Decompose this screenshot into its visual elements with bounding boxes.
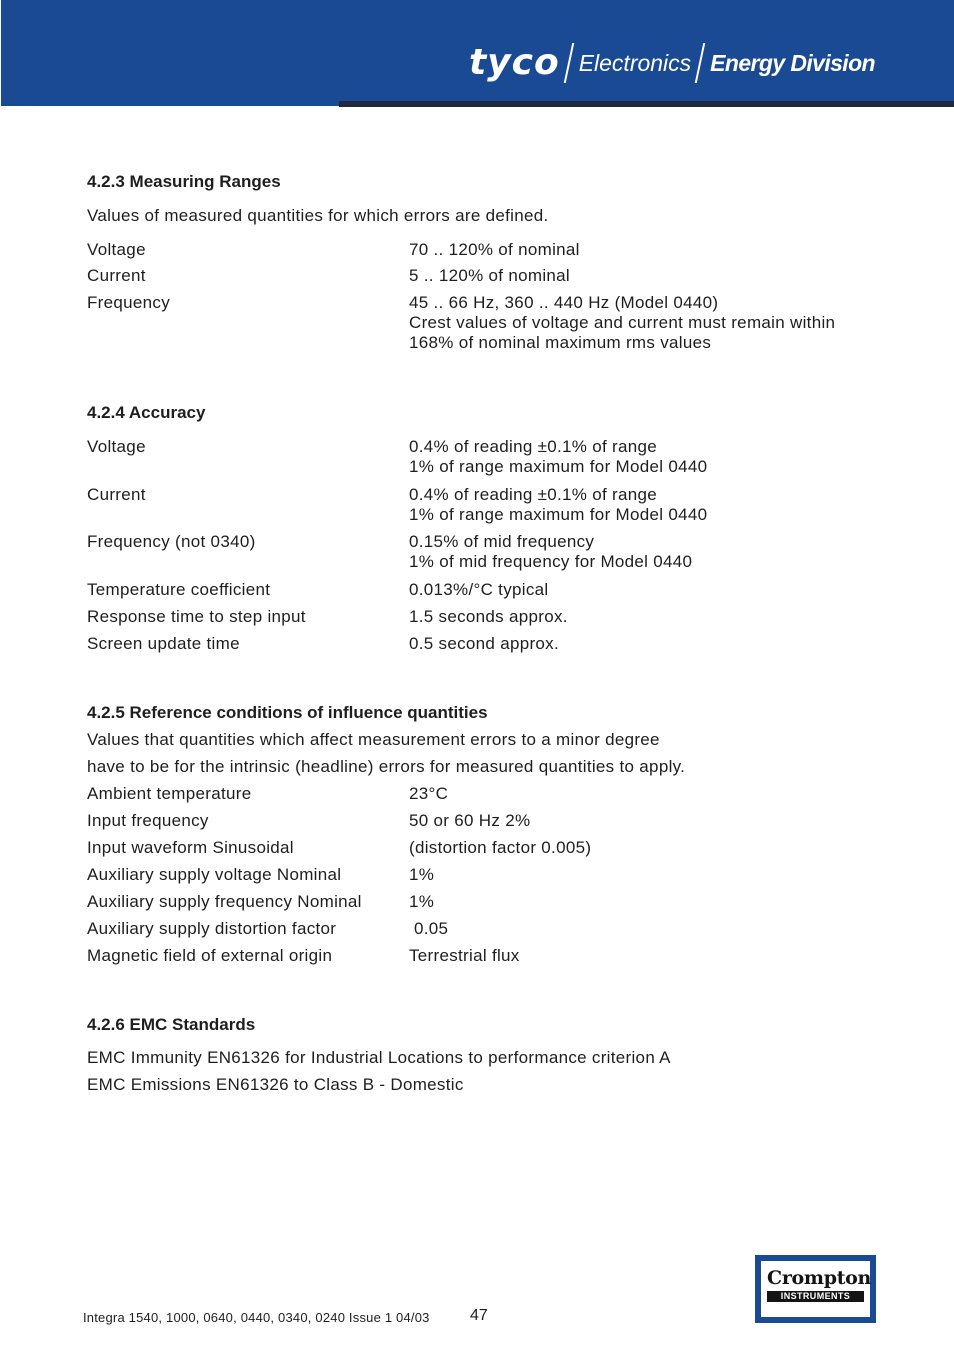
spec-value: 1.5 seconds approx.	[409, 607, 568, 626]
page-number: 47	[470, 1307, 488, 1324]
brand-separator	[695, 43, 706, 83]
spec-label: Frequency	[87, 293, 171, 312]
spec-label: Input waveform Sinusoidal	[87, 838, 294, 857]
spec-value: (distortion factor 0.005)	[409, 838, 592, 857]
brand-division: Energy Division	[710, 49, 875, 76]
spec-value: 70 .. 120% of nominal	[409, 240, 580, 259]
section-heading-measuring-ranges: 4.2.3 Measuring Ranges	[87, 172, 281, 191]
spec-label: Voltage	[87, 437, 146, 456]
spec-value: 0.013%/°C typical	[409, 580, 549, 599]
brand-logo	[469, 40, 875, 86]
section-intro: Values that quantities which affect measurement errors to a minor degree	[87, 730, 660, 749]
spec-label: Ambient temperature	[87, 784, 252, 803]
spec-value: 0.05	[414, 919, 449, 938]
emc-line: EMC Immunity EN61326 for Industrial Locations to performance criterion A	[87, 1048, 671, 1067]
brand-electronics: Electronics	[578, 49, 692, 76]
spec-value: 45 .. 66 Hz, 360 .. 440 Hz (Model 0440) Crest values of voltage and current must remain within 168% of nominal maximum rms values	[409, 293, 836, 352]
section-intro: Values of measured quantities for which errors are defined.	[87, 206, 549, 225]
section-intro: have to be for the intrinsic (headline) errors for measured quantities to apply.	[87, 757, 686, 776]
crompton-logo-panel	[761, 1261, 870, 1317]
spec-label: Magnetic field of external origin	[87, 946, 333, 965]
crompton-logo-word: Crompton	[767, 1267, 872, 1289]
spec-label: Response time to step input	[87, 607, 306, 626]
section-heading-reference-conditions: 4.2.5 Reference conditions of influence quantities	[87, 703, 488, 722]
crompton-logo	[755, 1255, 876, 1323]
spec-label: Auxiliary supply voltage Nominal	[87, 865, 342, 884]
spec-label: Auxiliary supply frequency Nominal	[87, 892, 362, 911]
brand-tyco: tyco	[468, 42, 560, 83]
spec-value: 1%	[409, 865, 435, 884]
spec-label: Input frequency	[87, 811, 209, 830]
spec-value: 50 or 60 Hz 2%	[409, 811, 531, 830]
spec-label: Voltage	[87, 240, 146, 259]
spec-label: Temperature coefficient	[87, 580, 271, 599]
header-rule	[339, 101, 954, 107]
spec-value: 0.5 second approx.	[409, 634, 559, 653]
spec-value: 5 .. 120% of nominal	[409, 266, 570, 285]
spec-label: Current	[87, 266, 146, 285]
spec-value: Terrestrial flux	[409, 946, 520, 965]
spec-label: Current	[87, 485, 146, 504]
footer-doc-info: Integra 1540, 1000, 0640, 0440, 0340, 0240 Issue 1 04/03	[83, 1310, 430, 1325]
spec-value: 0.4% of reading ±0.1% of range 1% of range maximum for Model 0440	[409, 485, 708, 524]
section-heading-accuracy: 4.2.4 Accuracy	[87, 403, 206, 422]
spec-label: Frequency (not 0340)	[87, 532, 256, 551]
spec-value: 23°C	[409, 784, 449, 803]
crompton-logo-sub: INSTRUMENTS	[767, 1291, 864, 1302]
emc-line: EMC Emissions EN61326 to Class B - Domestic	[87, 1075, 464, 1094]
spec-label: Screen update time	[87, 634, 240, 653]
section-heading-emc: 4.2.6 EMC Standards	[87, 1015, 256, 1034]
spec-label: Auxiliary supply distortion factor	[87, 919, 337, 938]
spec-value: 1%	[409, 892, 435, 911]
spec-value: 0.15% of mid frequency 1% of mid frequency for Model 0440	[409, 532, 693, 571]
brand-separator	[563, 43, 574, 83]
spec-value: 0.4% of reading ±0.1% of range 1% of range maximum for Model 0440	[409, 437, 708, 476]
